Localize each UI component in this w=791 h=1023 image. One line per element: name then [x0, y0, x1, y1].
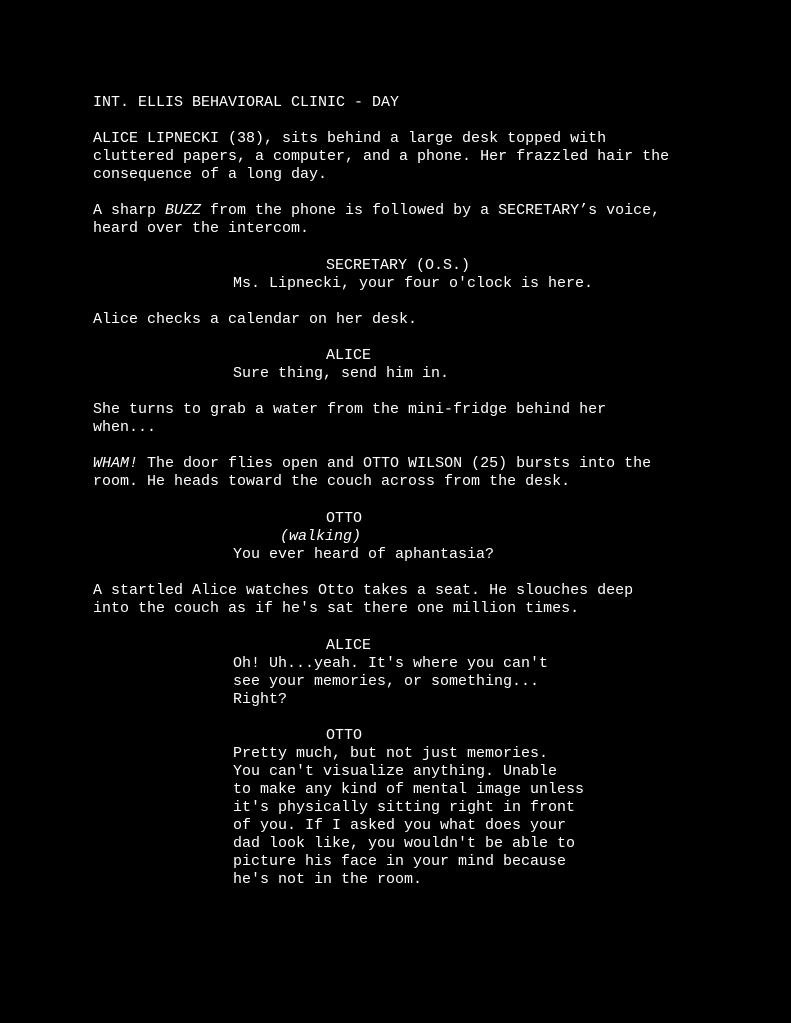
dialogue-line: picture his face in your mind because — [233, 853, 567, 870]
action-line — [93, 455, 651, 473]
action-line: consequence of a long day. — [93, 166, 328, 183]
dialogue-line: he's not in the room. — [233, 871, 423, 888]
action-line: heard over the intercom. — [93, 220, 310, 237]
dialogue-line: Sure thing, send him in. — [233, 365, 450, 382]
action-line: when... — [93, 419, 157, 436]
parenthetical: (walking) — [280, 528, 362, 545]
dialogue-line: You ever heard of aphantasia? — [233, 546, 495, 563]
dialogue-line: dad look like, you wouldn't be able to — [233, 835, 576, 852]
dialogue-line: of you. If I asked you what does your — [233, 817, 567, 834]
character-name: SECRETARY (O.S.) — [326, 257, 471, 274]
dialogue-line: it's physically sitting right in front — [233, 799, 576, 816]
dialogue-line: You can't visualize anything. Unable — [233, 763, 558, 780]
character-name: ALICE — [326, 347, 372, 364]
dialogue-line: see your memories, or something... — [233, 673, 540, 690]
action-text: from the phone is followed by a SECRETARY’s voice, — [201, 202, 661, 219]
character-name: ALICE — [326, 637, 372, 654]
action-line: She turns to grab a water from the mini-fridge behind her — [93, 401, 607, 418]
action-emphasis: BUZZ — [165, 202, 202, 219]
dialogue-line: to make any kind of mental image unless — [233, 781, 585, 798]
dialogue-line: Oh! Uh...yeah. It's where you can't — [233, 655, 549, 672]
dialogue-line: Right? — [233, 691, 288, 708]
action-line — [93, 202, 660, 220]
action-line: A startled Alice watches Otto takes a seat. He slouches deep — [93, 582, 634, 599]
dialogue-line: Ms. Lipnecki, your four o'clock is here. — [233, 275, 594, 292]
dialogue-line: Pretty much, but not just memories. — [233, 745, 549, 762]
action-line: Alice checks a calendar on her desk. — [93, 311, 418, 328]
action-line: ALICE LIPNECKI (38), sits behind a large desk topped with — [93, 130, 607, 147]
action-emphasis: WHAM! — [93, 455, 139, 472]
scene-heading: INT. ELLIS BEHAVIORAL CLINIC - DAY — [93, 94, 400, 111]
action-line: room. He heads toward the couch across from the desk. — [93, 473, 571, 490]
action-text: A sharp — [93, 202, 166, 219]
action-line: into the couch as if he's sat there one million times. — [93, 600, 580, 617]
action-text: The door flies open and OTTO WILSON (25) bursts into the — [138, 455, 652, 472]
character-name: OTTO — [326, 510, 363, 527]
character-name: OTTO — [326, 727, 363, 744]
action-line: cluttered papers, a computer, and a phone. Her frazzled hair the — [93, 148, 670, 165]
